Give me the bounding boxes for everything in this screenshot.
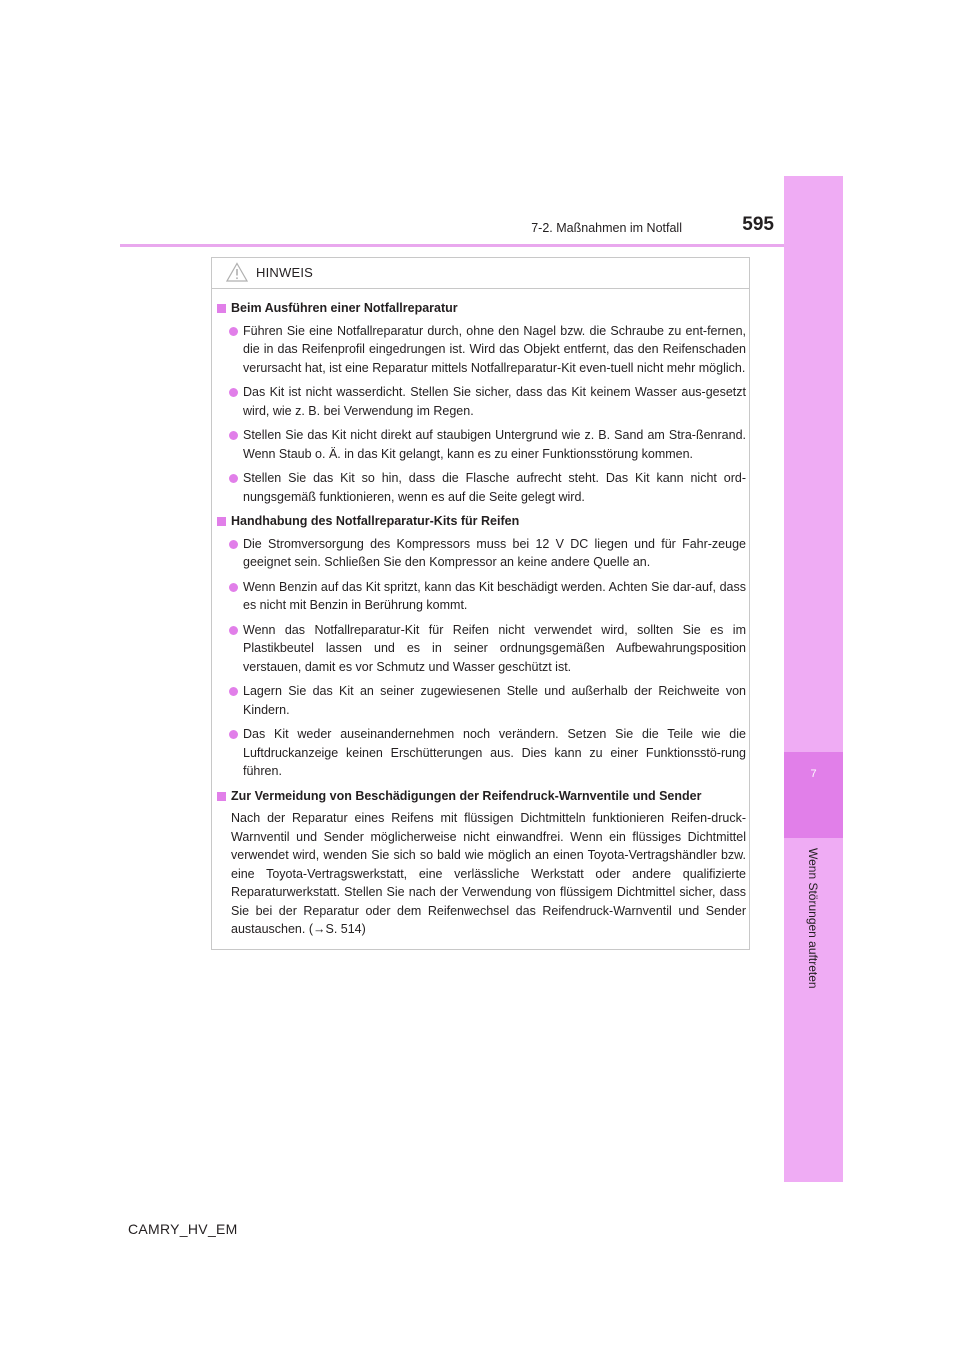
warning-triangle-icon	[226, 262, 248, 282]
section-heading: Beim Ausführen einer Notfallreparatur	[217, 299, 746, 318]
circle-bullet-icon	[229, 626, 238, 635]
square-bullet-icon	[217, 792, 226, 801]
chapter-label: Wenn Störungen auftreten	[806, 848, 820, 989]
list-item: Das Kit weder auseinandernehmen noch verändern. Setzen Sie die Teile wie die Luftdruckanzeige keinen Erschütterungen aus. Dies kann zu einer Funktionsstö-rung führen.	[217, 725, 746, 781]
notice-title: HINWEIS	[256, 265, 314, 280]
section-heading: Zur Vermeidung von Beschädigungen der Reifendruck-Warnventile und Sender	[217, 787, 746, 806]
chapter-number: 7	[810, 768, 817, 780]
list-item: Lagern Sie das Kit an seiner zugewiesenen Stelle und außerhalb der Reichweite von Kindern.	[217, 682, 746, 719]
section-paragraph: Nach der Reparatur eines Reifens mit flüssigen Dichtmitteln funktionieren Reifen-druck-Warnventil und Sender möglicherweise nicht einwandfrei. Wenn ein flüssiges Dichtmittel verwendet wird, wenden Sie sich so bald wie möglich an einen Toyota-Vertragshändler bzw. eine Toyota-Vertragswerkstatt, eine verlässliche Werkstatt oder andere qualifizierte Reparaturwerkstatt. Stellen Sie nach der Verwendung von flüssigem Dichtmittel sicher, dass Sie bei der Reparatur oder dem Reifenwechsel das Reifendruck-Warnventil und Sender austauschen. (→S. 514)	[231, 811, 746, 936]
list-item: Das Kit ist nicht wasserdicht. Stellen Sie sicher, dass das Kit keinem Wasser aus-gesetzt wird, wie z. B. bei Verwendung im Regen.	[217, 383, 746, 420]
circle-bullet-icon	[229, 327, 238, 336]
square-bullet-icon	[217, 517, 226, 526]
circle-bullet-icon	[229, 583, 238, 592]
circle-bullet-icon	[229, 540, 238, 549]
header-rule	[120, 244, 784, 247]
list-item: Die Stromversorgung des Kompressors muss bei 12 V DC liegen und für Fahr-zeuge geeignet sein. Schließen Sie den Kompressor an keine andere Quelle an.	[217, 535, 746, 572]
notice-content	[217, 299, 746, 939]
square-bullet-icon	[217, 304, 226, 313]
circle-bullet-icon	[229, 474, 238, 483]
list-item: Stellen Sie das Kit nicht direkt auf staubigen Untergrund wie z. B. Sand am Stra-ßenrand. Wenn Staub o. Ä. in das Kit gelangt, kann es zu einer Funktionsstörung kommen.	[217, 426, 746, 463]
section-title: 7-2. Maßnahmen im Notfall	[531, 221, 682, 235]
circle-bullet-icon	[229, 730, 238, 739]
section-heading: Handhabung des Notfallreparatur-Kits für Reifen	[217, 512, 746, 531]
chapter-number-tab[interactable]	[784, 752, 843, 838]
notice-box	[211, 257, 750, 950]
list-item: Wenn das Notfallreparatur-Kit für Reifen nicht verwendet wird, sollten Sie es im Plastikbeutel lassen und es in seiner ordnungsgemäßen Aufbewahrungsposition verstauen, damit es vor Schmutz und Wasser geschützt ist.	[217, 621, 746, 677]
circle-bullet-icon	[229, 388, 238, 397]
page-number: 595	[742, 214, 774, 235]
list-item: Wenn Benzin auf das Kit spritzt, kann das Kit beschädigt werden. Achten Sie dar-auf, dass es nicht mit Benzin in Berührung kommt.	[217, 578, 746, 615]
circle-bullet-icon	[229, 687, 238, 696]
document-code: CAMRY_HV_EM	[128, 1221, 238, 1237]
list-item: Führen Sie eine Notfallreparatur durch, ohne den Nagel bzw. die Schraube zu ent-fernen, die in das Reifenprofil eingedrungen ist. Wird das Objekt entfernt, das den Reifenschaden verursacht hat, ist eine Reparatur mittels Notfallreparatur-Kit even-tuell nicht mehr möglich.	[217, 322, 746, 378]
notice-header	[212, 258, 749, 289]
circle-bullet-icon	[229, 431, 238, 440]
list-item: Stellen Sie das Kit so hin, dass die Flasche aufrecht steht. Das Kit kann nicht ord-nungsgemäß funktionieren, wenn es auf die Seite gelegt wird.	[217, 469, 746, 506]
